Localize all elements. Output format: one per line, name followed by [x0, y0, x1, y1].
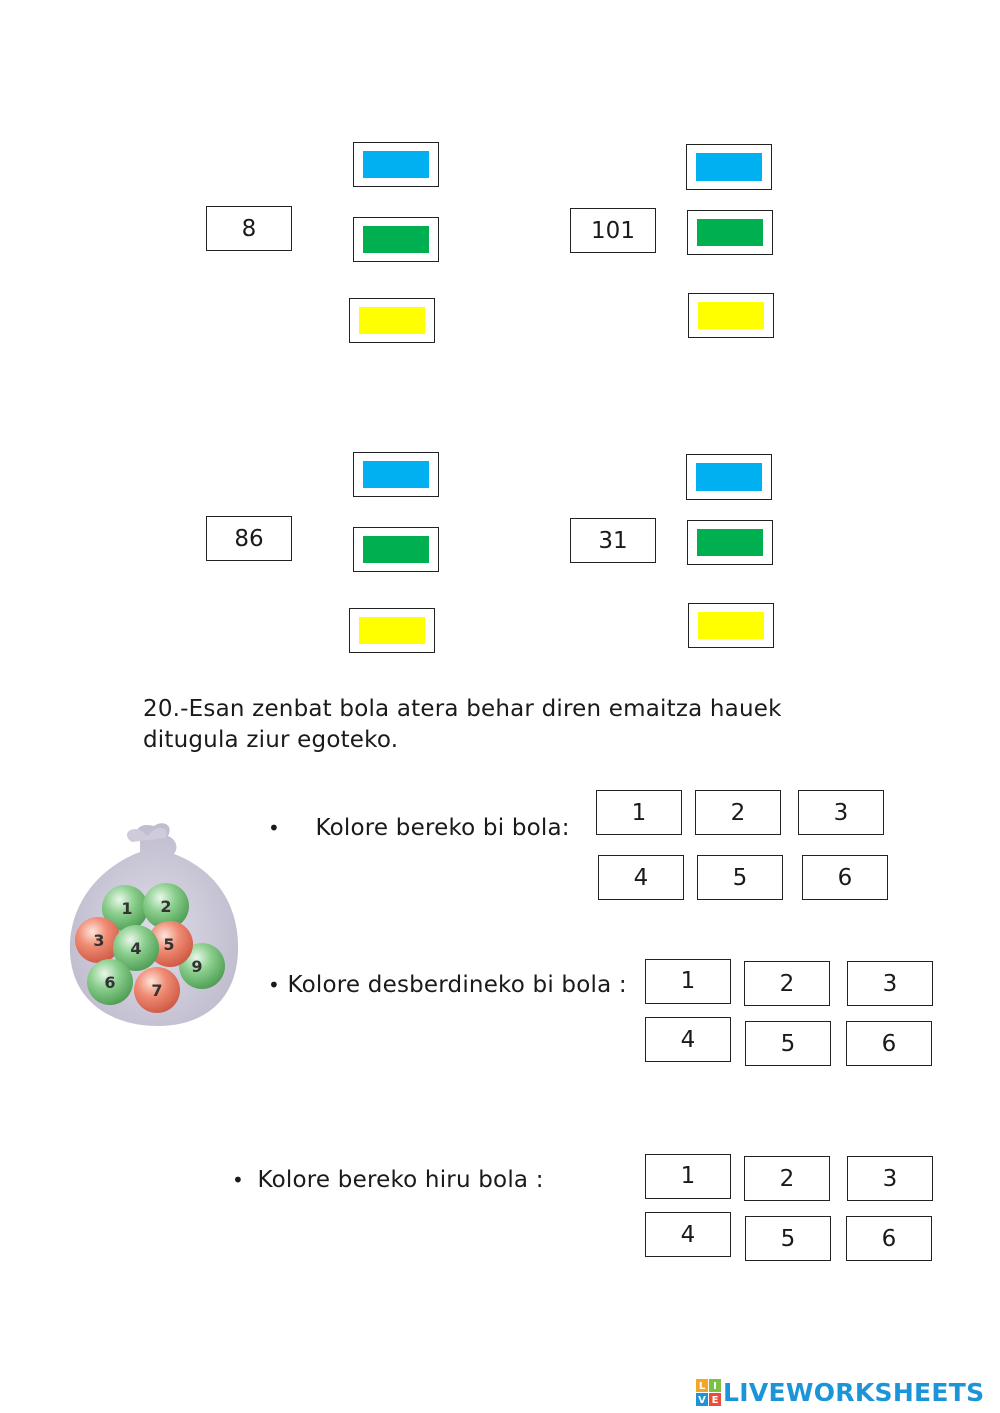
green-color-box[interactable] — [687, 520, 773, 565]
ball-number: 5 — [163, 935, 175, 954]
option-box[interactable]: 3 — [847, 1156, 933, 1201]
option-box[interactable]: 2 — [744, 1156, 830, 1201]
option-box[interactable]: 3 — [798, 790, 884, 835]
option-box[interactable]: 1 — [645, 1154, 731, 1199]
svg-text:L: L — [698, 1380, 706, 1392]
blue-color-box[interactable] — [353, 142, 439, 187]
item-label: • Kolore bereko hiru bola : — [232, 1167, 544, 1193]
svg-text:I: I — [713, 1380, 717, 1392]
option-box[interactable]: 4 — [645, 1017, 731, 1062]
blue-color-box[interactable] — [353, 452, 439, 497]
option-box[interactable]: 5 — [745, 1021, 831, 1066]
bullet: • — [232, 1168, 244, 1192]
green-color-box[interactable] — [353, 527, 439, 572]
question-text: 20.-Esan zenbat bola atera behar diren emaitza hauek ditugula ziur egoteko. — [143, 696, 782, 753]
bag-of-balls-illustration — [62, 812, 260, 1032]
yellow-color-box[interactable] — [688, 293, 774, 338]
option-box[interactable]: 2 — [695, 790, 781, 835]
ball-number: 7 — [151, 981, 163, 1000]
blue-color-box[interactable] — [686, 454, 772, 500]
number-box: 86 — [206, 516, 292, 561]
logo-text: LIVEWORKSHEETS — [723, 1378, 985, 1407]
item-label: • Kolore desberdineko bi bola : — [268, 972, 627, 998]
svg-text:E: E — [711, 1394, 719, 1406]
yellow-color-box[interactable] — [349, 608, 435, 653]
option-box[interactable]: 4 — [645, 1212, 731, 1257]
option-box[interactable]: 6 — [846, 1216, 932, 1261]
option-box[interactable]: 5 — [745, 1216, 831, 1261]
option-box[interactable]: 6 — [802, 855, 888, 900]
yellow-color-box[interactable] — [688, 603, 774, 648]
bullet: • — [268, 816, 280, 840]
option-box[interactable]: 3 — [847, 961, 933, 1006]
liveworksheets-logo[interactable] — [696, 1378, 984, 1407]
option-box[interactable]: 2 — [744, 961, 830, 1006]
item-label: • Kolore bereko bi bola: — [268, 815, 570, 841]
option-box[interactable]: 1 — [645, 959, 731, 1004]
ball-number: 1 — [121, 899, 133, 918]
liveworksheets-badge-icon — [696, 1379, 722, 1407]
number-box: 101 — [570, 208, 656, 253]
ball-number: 3 — [93, 931, 105, 950]
option-box[interactable]: 4 — [598, 855, 684, 900]
ball-number: 2 — [160, 897, 172, 916]
option-box[interactable]: 6 — [846, 1021, 932, 1066]
green-color-box[interactable] — [687, 210, 773, 255]
green-color-box[interactable] — [353, 217, 439, 262]
option-box[interactable]: 1 — [596, 790, 682, 835]
number-box: 8 — [206, 206, 292, 251]
yellow-color-box[interactable] — [349, 298, 435, 343]
ball-number: 9 — [191, 957, 203, 976]
svg-text:V: V — [698, 1394, 706, 1406]
bag-of-balls-icon — [62, 812, 260, 1032]
ball-number: 6 — [104, 973, 116, 992]
ball-number: 4 — [130, 939, 142, 958]
bullet: • — [268, 973, 280, 997]
number-box: 31 — [570, 518, 656, 563]
blue-color-box[interactable] — [686, 144, 772, 190]
option-box[interactable]: 5 — [697, 855, 783, 900]
